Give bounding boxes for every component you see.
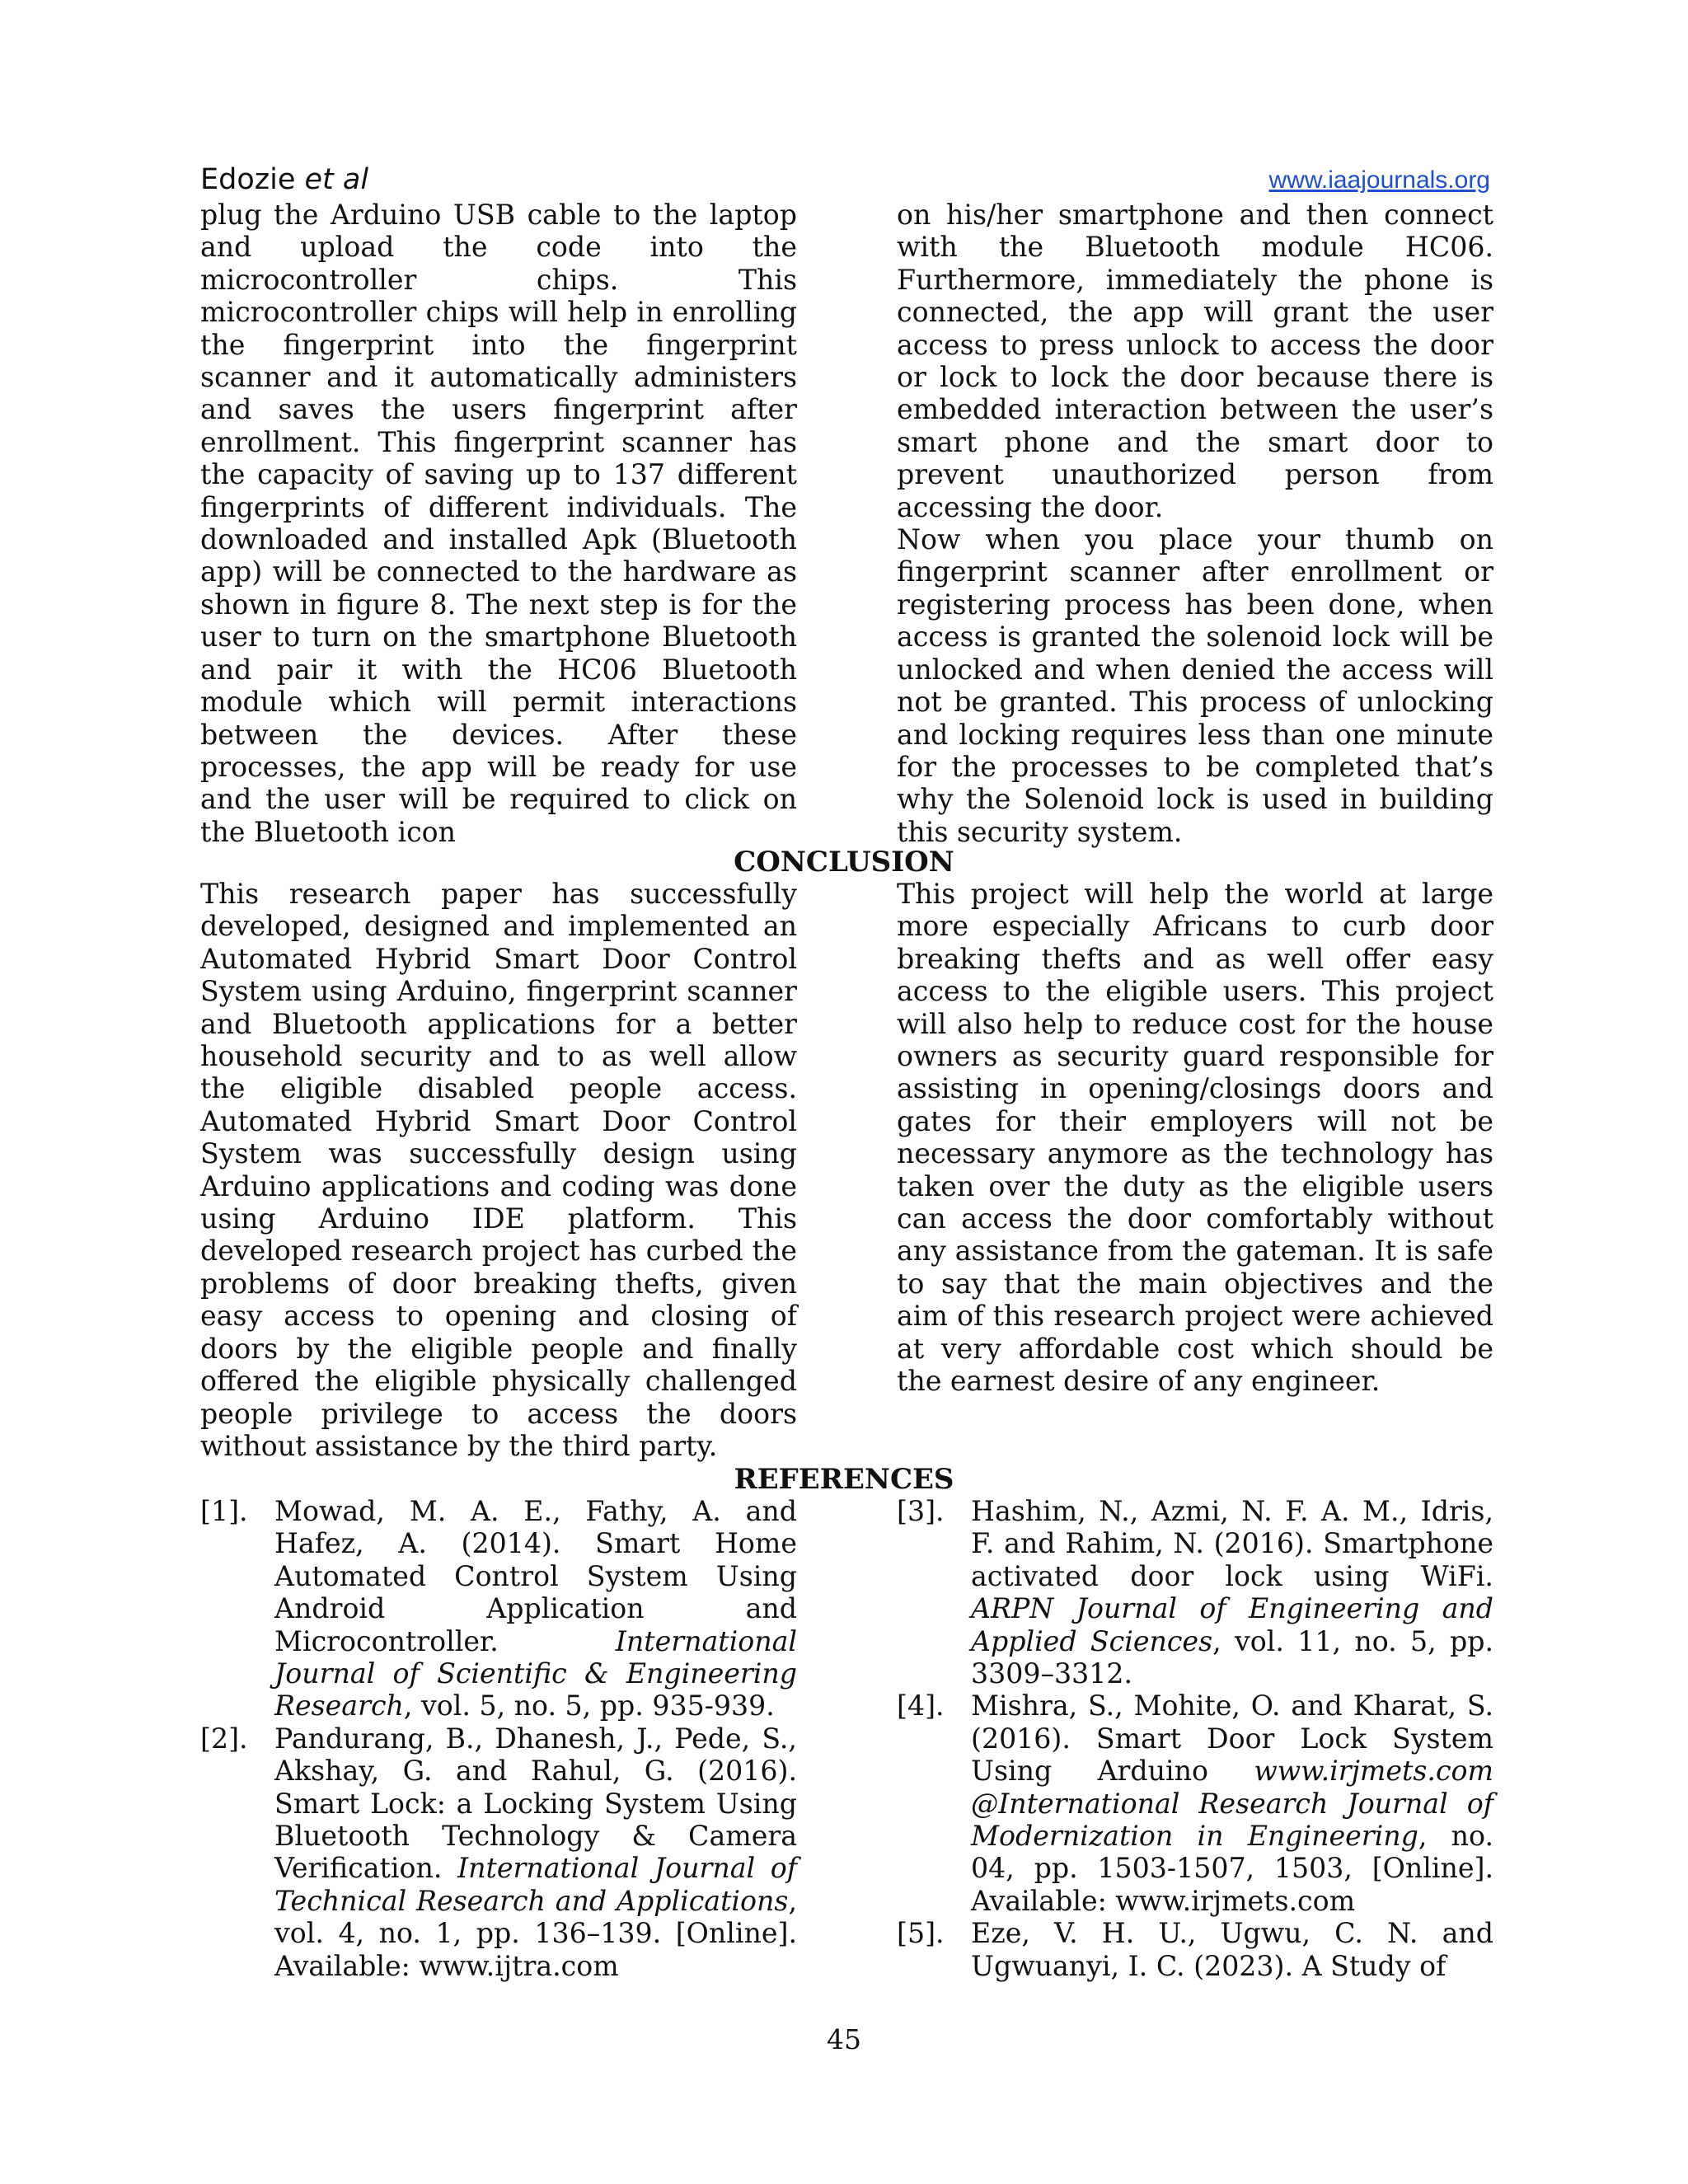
conclusion-heading: CONCLUSION [734, 846, 954, 879]
reference-number: [1]. [200, 1495, 248, 1527]
conclusion-paragraph: This project will help the world at large more especially Africans to curb door breaking thefts and as well offer easy access to the eligible users. This project will also help to reduce cost for the house owners as security guard responsible for assisting in opening/closings doors and gates for their employers will not be necessary anymore as the technology has taken over the duty as the eligible users can access the door comfortably without any assistance from the gateman. It is safe to say that the main objectives and the aim of this research project were achieved at very affordable cost which should be the earnest desire of any engineer. [897, 878, 1493, 1398]
reference-item [897, 1495, 1493, 1690]
body-paragraph: plug the Arduino USB cable to the laptop and upload the code into the microcontroller chips. This microcontroller chips will help in enrolling the fingerprint into the fingerprint scanner and it automatically administers and saves the users fingerprint after enrollment. This fingerprint scanner has the capacity of saving up to 137 different fingerprints of different individuals. The downloaded and installed Apk (Bluetooth app) will be connected to the hardware as shown in figure 8. The next step is for the user to turn on the smartphone Bluetooth and pair it with the HC06 Bluetooth module which will permit interactions between the devices. After these processes, the app will be ready for use and the user will be required to click on the Bluetooth icon [200, 199, 797, 848]
reference-item [897, 1917, 1493, 1982]
reference-item [897, 1690, 1493, 1917]
reference-text: Hashim, N., Azmi, N. F. A. M., Idris, F. and Rahim, N. (2016). Smartphone activated door lock using WiFi. ARPN Journal of Engineering and Applied Sciences, vol. 11, no. 5, pp. 3309–3312. [971, 1495, 1493, 1690]
body-paragraph: on his/her smartphone and then connect with the Bluetooth module HC06. Furthermore, immediately the phone is connected, the app will grant the user access to press unlock to access the door or lock to lock the door because there is embedded interaction between the user’s smart phone and the smart door to prevent unauthorized person from accessing the door. [897, 199, 1493, 523]
author-name: Edozie [200, 163, 296, 196]
left-column-body [200, 199, 797, 848]
body-paragraph: Now when you place your thumb on fingerprint scanner after enrollment or registering process has been done, when access is granted the solenoid lock will be unlocked and when denied the access will not be granted. This process of unlocking and locking requires less than one minute for the processes to be completed that’s why the Solenoid lock is used in building this security system. [897, 523, 1493, 848]
reference-number: [5]. [897, 1917, 945, 1950]
reference-text: Mowad, M. A. E., Fathy, A. and Hafez, A. (2014). Smart Home Automated Control System Using Android Application and Microcontroller. International Journal of Scientific & Engineering Research, vol. 5, no. 5, pp. 935-939. [274, 1495, 797, 1722]
conclusion-right-column [897, 878, 1493, 1398]
reference-number: [4]. [897, 1690, 945, 1722]
reference-item [200, 1722, 797, 1982]
reference-item [200, 1495, 797, 1722]
reference-number: [3]. [897, 1495, 945, 1527]
journal-website-link[interactable]: www.iaajournals.org [1268, 166, 1490, 194]
running-header-author [200, 162, 368, 198]
reference-number: [2]. [200, 1722, 248, 1755]
references-left-column [200, 1495, 797, 1982]
page-number: 45 [827, 2023, 861, 2055]
author-suffix: et al [304, 163, 369, 196]
conclusion-left-column [200, 878, 797, 1462]
right-column-body [897, 199, 1493, 848]
reference-text: Eze, V. H. U., Ugwu, C. N. and Ugwuanyi, I. C. (2023). A Study of [971, 1917, 1493, 1982]
reference-text: Pandurang, B., Dhanesh, J., Pede, S., Akshay, G. and Rahul, G. (2016). Smart Lock: a Locking System Using Bluetooth Technology & Camera Verification. International Journal of Technical Research and Applications, vol. 4, no. 1, pp. 136–139. [Online]. Available: www.ijtra.com [274, 1722, 797, 1982]
reference-text: Mishra, S., Mohite, O. and Kharat, S. (2016). Smart Door Lock System Using Arduino www.irjmets.com @International Research Journal of Modernization in Engineering, no. 04, pp. 1503-1507, 1503, [Online]. Available: www.irjmets.com [971, 1690, 1494, 1917]
conclusion-paragraph: This research paper has successfully developed, designed and implemented an Automated Hybrid Smart Door Control System using Arduino, fingerprint scanner and Bluetooth applications for a better household security and to as well allow the eligible disabled people access. Automated Hybrid Smart Door Control System was successfully design using Arduino applications and coding was done using Arduino IDE platform. This developed research project has curbed the problems of door breaking thefts, given easy access to opening and closing of doors by the eligible people and finally offered the eligible physically challenged people privilege to access the doors without assistance by the third party. [200, 878, 797, 1462]
references-heading: REFERENCES [734, 1463, 954, 1496]
references-right-column [897, 1495, 1493, 1982]
